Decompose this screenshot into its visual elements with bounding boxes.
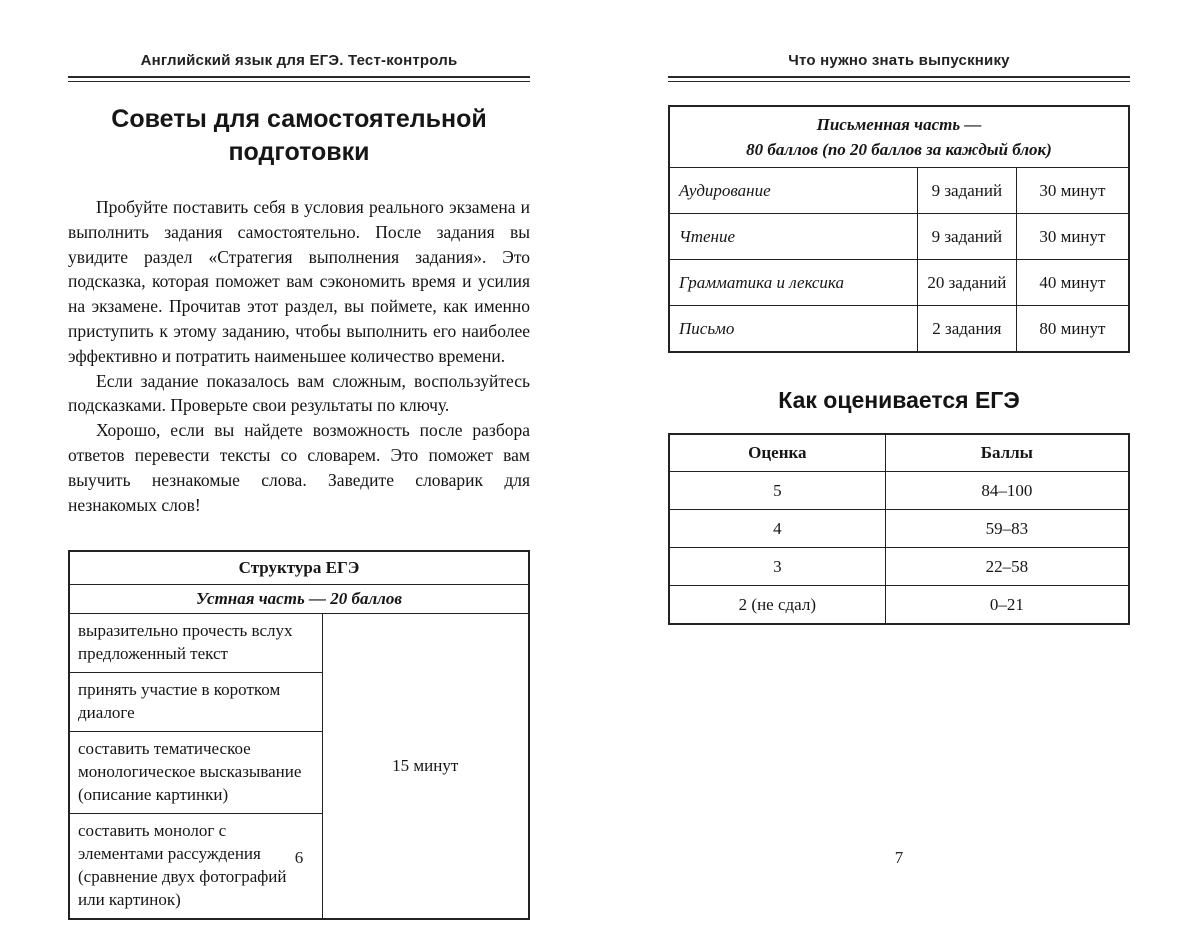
right-page — [668, 48, 1130, 908]
grading-heading: Как оценивается ЕГЭ — [778, 387, 1020, 413]
page-title: Советы для самостоятельной подготовки — [111, 105, 487, 166]
structure-task: составить монолог с элементами рассуждения (сравнение двух фотографий или картинок) — [69, 814, 322, 920]
grading-table — [668, 433, 1130, 625]
structure-task: принять участие в коротком диалоге — [69, 673, 322, 732]
page-number-left: 6 — [294, 848, 304, 867]
grade-value: 4 — [669, 510, 885, 548]
running-head-left: Английский язык для ЕГЭ. Тест-контроль — [140, 52, 458, 69]
written-part-table — [668, 105, 1130, 353]
running-head-right: Что нужно знать выпускнику — [788, 52, 1010, 69]
grade-value: 3 — [669, 548, 885, 586]
paragraph: Пробуйте поставить себя в условия реального экзамена и выполнить задания самостоятельно. После задания вы увидите раздел «Стратегия выполнения задания». Это подсказка, которая поможет вам сэкономить время и усилия на экзамене. Прочитав этот раздел, вы поймете, как именно приступить к этому заданию, чтобы выполнить его наиболее эффективно и потратить наименьшее количество времени. — [68, 197, 530, 366]
table-row — [69, 585, 529, 614]
written-table-title-line1: Письменная часть — — [816, 115, 982, 134]
section-time: 40 минут — [1016, 260, 1129, 306]
table-row — [669, 214, 1129, 260]
table-row — [669, 472, 1129, 510]
points-range: 84–100 — [885, 472, 1129, 510]
paragraph: Если задание показалось вам сложным, воспользуйтесь подсказками. Проверьте свои результаты по ключу. — [68, 370, 530, 416]
left-page — [68, 48, 530, 908]
table-row — [669, 306, 1129, 353]
section-name: Аудирование — [669, 168, 917, 214]
points-range: 0–21 — [885, 586, 1129, 625]
structure-table-subtitle: Устная часть — 20 баллов — [69, 585, 529, 614]
table-row — [669, 548, 1129, 586]
section-tasks: 9 заданий — [917, 168, 1016, 214]
table-row — [669, 586, 1129, 625]
section-time: 30 минут — [1016, 168, 1129, 214]
section-time: 30 минут — [1016, 214, 1129, 260]
table-row — [69, 614, 529, 673]
table-row — [69, 551, 529, 585]
structure-duration: 15 минут — [322, 614, 529, 920]
header-rule-right — [668, 76, 1130, 82]
written-table-title-line2: 80 баллов (по 20 баллов за каждый блок) — [746, 140, 1052, 159]
structure-table-title: Структура ЕГЭ — [69, 551, 529, 585]
column-header-grade: Оценка — [669, 434, 885, 472]
header-rule-left — [68, 76, 530, 82]
section-name: Грамматика и лексика — [669, 260, 917, 306]
table-row — [669, 168, 1129, 214]
column-header-points: Баллы — [885, 434, 1129, 472]
structure-task: составить тематическое монологическое высказывание (описание картинки) — [69, 732, 322, 814]
structure-task: выразительно прочесть вслух предложенный текст — [69, 614, 322, 673]
section-name: Чтение — [669, 214, 917, 260]
points-range: 22–58 — [885, 548, 1129, 586]
written-table-title — [669, 106, 1129, 168]
points-range: 59–83 — [885, 510, 1129, 548]
table-row — [669, 106, 1129, 168]
page-number-right: 7 — [894, 848, 904, 867]
grade-value: 2 (не сдал) — [669, 586, 885, 625]
grade-value: 5 — [669, 472, 885, 510]
section-name: Письмо — [669, 306, 917, 353]
section-tasks: 9 заданий — [917, 214, 1016, 260]
section-tasks: 20 заданий — [917, 260, 1016, 306]
paragraph: Хорошо, если вы найдете возможность после разбора ответов перевести тексты со словарем. Это поможет вам выучить незнакомые слова. Заведите словарик для незнакомых слов! — [68, 420, 530, 515]
table-header-row — [669, 434, 1129, 472]
section-tasks: 2 задания — [917, 306, 1016, 353]
table-row — [669, 260, 1129, 306]
section-time: 80 минут — [1016, 306, 1129, 353]
table-row — [669, 510, 1129, 548]
